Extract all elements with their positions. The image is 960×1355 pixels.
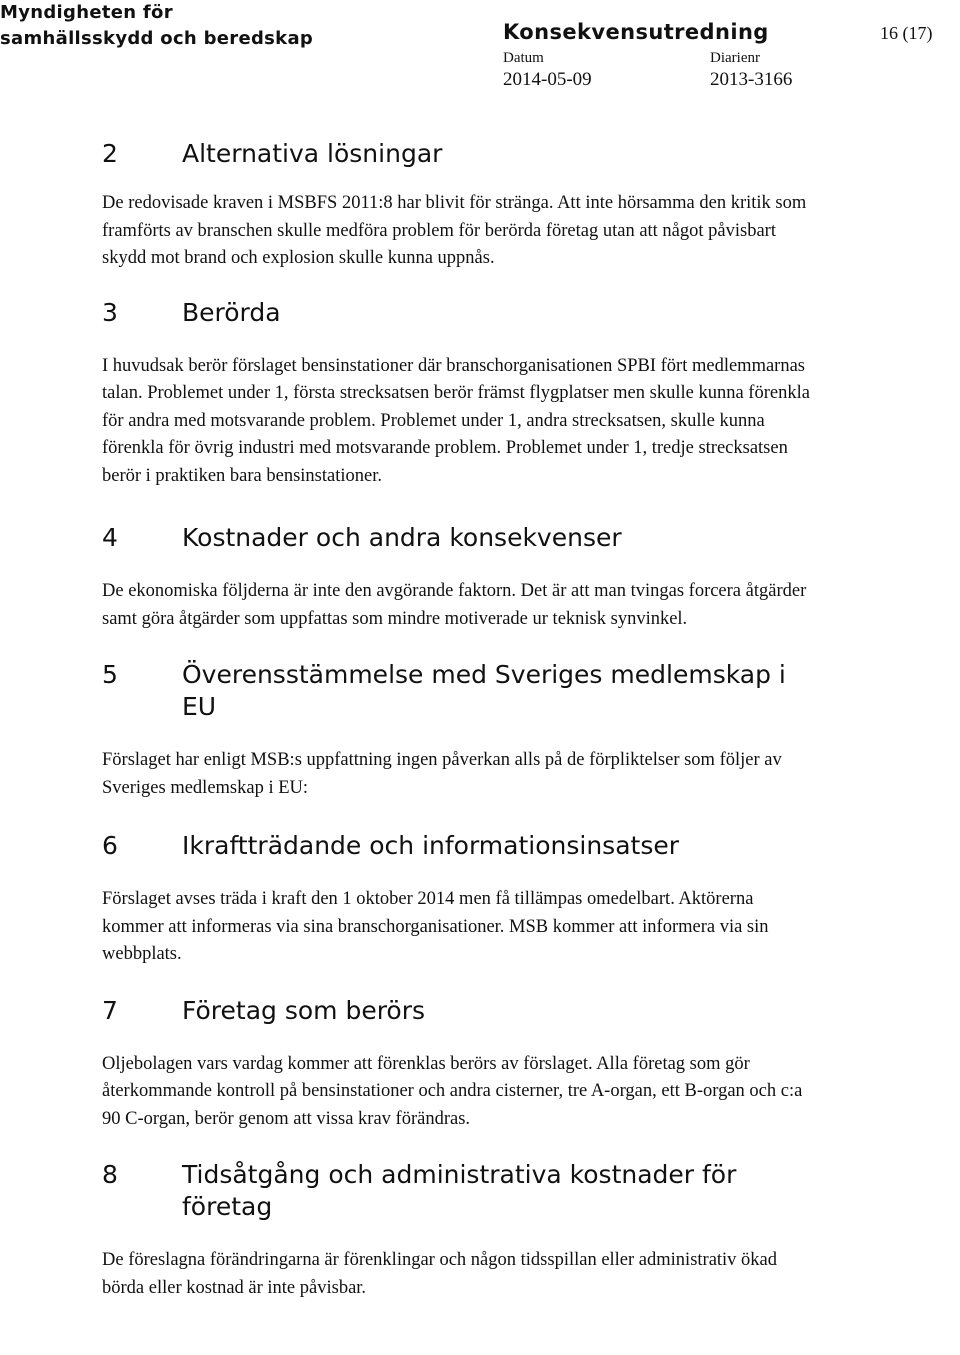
section-heading	[102, 659, 812, 723]
section-paragraph: I huvudsak berör förslaget bensinstationer där branschorganisationen SPBI fört medlemmarnas talan. Problemet under 1, första strecksatsen berör främst flygplatser men skulle kunna förenkla för andra med motsvarande problem. Problemet under 1, andra strecksatsen, skulle kunna förenkla för övrig industri med motsvarande problem. Problemet under 1, tredje strecksatsen berör i praktiken bara bensinstationer.	[102, 355, 810, 486]
section-paragraph: Oljebolagen vars vardag kommer att förenklas berörs av förslaget. Alla företag som gör återkommande kontroll på bensinstationer och andra cisterner, tre A-organ, ett B-organ och c:a 90 C-organ, berör genom att vissa krav förändras.	[102, 1053, 803, 1129]
document-body	[102, 138, 812, 1328]
section-paragraph: Förslaget avses träda i kraft den 1 oktober 2014 men få tillämpas omedelbart. Aktörerna kommer att informeras via sina branschorganisationer. MSB kommer att informera via sin webbplats.	[102, 889, 769, 964]
reference-value: 2013-3166	[710, 69, 793, 90]
section-title: Överensstämmelse med Sveriges medlemskap i EU	[182, 660, 786, 721]
section-title: Alternativa lösningar	[182, 139, 443, 168]
section-8	[102, 1159, 812, 1302]
section-title: Företag som berörs	[182, 995, 426, 1025]
section-number: 4	[102, 523, 118, 552]
section-heading	[102, 138, 812, 170]
section-title: Berörda	[182, 297, 281, 327]
section-heading	[102, 1159, 812, 1223]
section-heading	[102, 830, 812, 862]
section-2	[102, 138, 812, 273]
section-number: 2	[102, 139, 118, 168]
section-number: 3	[102, 297, 118, 327]
document-type: Konsekvensutredning	[503, 20, 769, 44]
section-3	[102, 297, 812, 491]
date-value: 2014-05-09	[503, 69, 592, 90]
organization-name-line-1: Myndigheten för	[0, 2, 173, 23]
section-title: Ikraftträdande och informationsinsatser	[182, 831, 680, 860]
section-5	[102, 659, 812, 802]
section-4	[102, 522, 812, 633]
section-paragraph: De redovisade kraven i MSBFS 2011:8 har blivit för stränga. Att inte hörsamma den kritik som framförts av branschen skulle medföra problem för berörda företag utan att något påvisbart skydd mot brand och explosion skulle kunna uppnås.	[102, 193, 807, 268]
section-title: Tidsåtgång och administrativa kostnader för företag	[182, 1160, 737, 1221]
section-title: Kostnader och andra konsekvenser	[182, 523, 622, 552]
section-paragraph: Förslaget har enligt MSB:s uppfattning ingen påverkan alls på de förpliktelser som följer av Sveriges medlemskap i EU:	[102, 750, 782, 798]
section-heading	[102, 995, 812, 1027]
organization-name	[0, 0, 313, 52]
section-7	[102, 995, 812, 1134]
section-heading	[102, 297, 812, 329]
section-number: 6	[102, 831, 118, 860]
section-heading	[102, 522, 812, 554]
section-paragraph: De föreslagna förändringarna är förenklingar och någon tidsspillan eller administrativ ökad börda eller kostnad är inte påvisbar.	[102, 1250, 778, 1298]
page-number: 16 (17)	[880, 23, 933, 43]
section-6	[102, 830, 812, 969]
section-paragraph: De ekonomiska följderna är inte den avgörande faktorn. Det är att man tvingas forcera åtgärder samt göra åtgärder som uppfattas som mindre motiverade ur teknisk synvinkel.	[102, 581, 807, 629]
organization-name-line-2: samhällsskydd och beredskap	[0, 28, 314, 49]
date-label: Datum	[503, 50, 544, 66]
section-number: 7	[102, 995, 118, 1025]
section-number: 5	[102, 660, 118, 689]
reference-label: Diarienr	[710, 50, 760, 66]
section-number: 8	[102, 1160, 118, 1189]
